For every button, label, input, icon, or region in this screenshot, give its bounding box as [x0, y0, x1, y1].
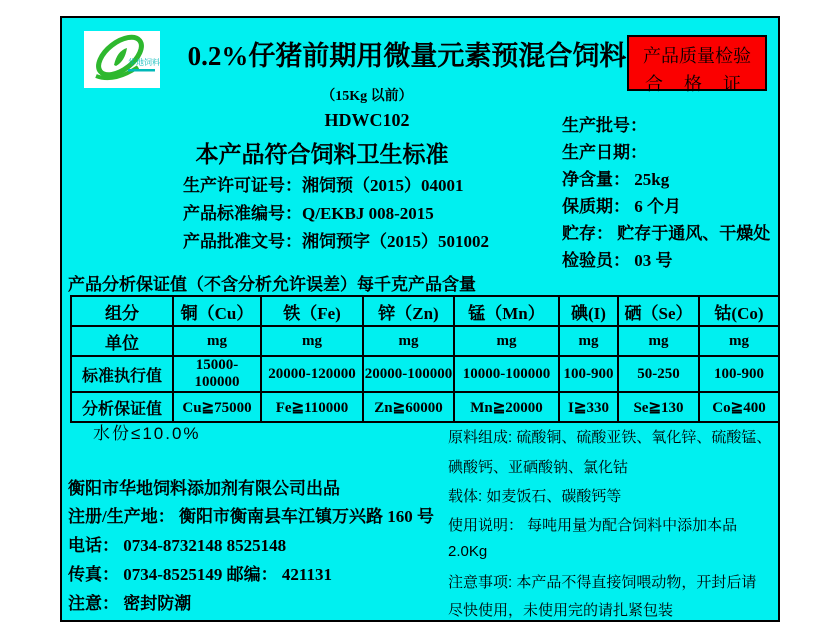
row-label-cell: 单位: [71, 326, 173, 356]
unit-cell: mg: [261, 326, 363, 356]
ingredients-line: 碘酸钙、亚硒酸钠、氯化钴: [448, 459, 629, 476]
value-cell: 50-250: [618, 356, 699, 392]
warning-line: 注意事项: 本产品不得直接饲喂动物，开封后请: [448, 574, 757, 591]
moisture-line: 水份≤10.0%: [93, 424, 201, 443]
license-line: 产品标准编号：Q/EKBJ 008-2015: [183, 204, 434, 223]
table-guarantee-row: [71, 392, 779, 422]
ingredients-line: 原料组成: 硫酸铜、硫酸亚铁、氧化锌、硫酸锰、: [448, 429, 772, 446]
value-cell: I≧330: [559, 392, 618, 422]
unit-cell: mg: [454, 326, 559, 356]
header-cell: 铜（Cu）: [173, 296, 261, 326]
feed-label: [60, 16, 780, 622]
product-title: 0.2%仔猪前期用微量元素预混合饲料: [187, 41, 627, 71]
fax-postcode-line: 传真： 0734-8525149 邮编： 421131: [68, 565, 332, 584]
header-cell: 硒（Se）: [618, 296, 699, 326]
header-cell: 钴(Co): [699, 296, 779, 326]
value-cell: Mn≧20000: [454, 392, 559, 422]
caution-line: 注意： 密封防潮: [68, 594, 192, 613]
address-line: 注册/生产地： 衡阳市衡南县车江镇万兴路 160 号: [68, 507, 434, 526]
phone-line: 电话： 0734-8732148 8525148: [68, 536, 287, 555]
header-cell: 碘(I): [559, 296, 618, 326]
value-cell: 100-900: [559, 356, 618, 392]
value-cell: 100-900: [699, 356, 779, 392]
value-cell: Zn≧60000: [363, 392, 454, 422]
usage-line: 使用说明： 每吨用量为配合饲料中添加本品: [448, 517, 738, 534]
license-line: 生产许可证号：湘饲预（2015）04001: [183, 176, 464, 195]
unit-cell: mg: [173, 326, 261, 356]
hygiene-standard-line: 本产品符合饲料卫生标准: [195, 142, 449, 167]
table-unit-row: [71, 326, 779, 356]
logo-swoosh-icon: [84, 31, 160, 88]
company-line: 衡阳市华地饲料添加剂有限公司出品: [68, 479, 340, 498]
production-info-line: 贮存： 贮存于通风、干燥处: [562, 224, 771, 243]
quality-cert-stamp: [627, 35, 767, 94]
header-cell: 组分: [71, 296, 173, 326]
value-cell: Co≧400: [699, 392, 779, 422]
value-cell: 20000-120000: [261, 356, 363, 392]
production-info-line: 净含量： 25kg: [562, 170, 670, 189]
usage-line: 2.0Kg: [448, 543, 488, 560]
value-cell: Fe≧110000: [261, 392, 363, 422]
value-cell: 20000-100000: [363, 356, 454, 392]
value-cell: Cu≧75000: [173, 392, 261, 422]
row-label-cell: 分析保证值: [71, 392, 173, 422]
production-info-line: 生产日期：: [562, 143, 647, 162]
warning-line: 尽快使用，未使用完的请扎紧包装: [448, 602, 674, 619]
value-cell: 10000-100000: [454, 356, 559, 392]
carrier-line: 载体: 如麦饭石、碳酸钙等: [448, 488, 622, 505]
license-line: 产品批准文号：湘饲预字（2015）501002: [183, 232, 489, 251]
cert-stamp-line1: 产品质量检验: [643, 46, 751, 66]
production-info-line: 保质期： 6 个月: [562, 197, 681, 216]
unit-cell: mg: [699, 326, 779, 356]
value-cell: 15000-100000: [173, 356, 261, 392]
analysis-table: [70, 295, 780, 423]
unit-cell: mg: [618, 326, 699, 356]
row-label-cell: 标准执行值: [71, 356, 173, 392]
analysis-table-title: 产品分析保证值（不含分析允许误差）每千克产品含量: [68, 275, 476, 294]
model-code: HDWC102: [324, 110, 410, 130]
company-logo: [84, 31, 160, 88]
header-cell: 锌（Zn): [363, 296, 454, 326]
production-info-line: 生产批号：: [562, 116, 647, 135]
cert-stamp-line2: 合 格 证: [644, 74, 749, 94]
weight-range-subtitle: （15Kg 以前）: [321, 89, 413, 104]
header-cell: 铁（Fe): [261, 296, 363, 326]
unit-cell: mg: [363, 326, 454, 356]
unit-cell: mg: [559, 326, 618, 356]
header-cell: 锰（Mn）: [454, 296, 559, 326]
production-info-line: 检验员： 03 号: [562, 251, 673, 270]
value-cell: Se≧130: [618, 392, 699, 422]
table-standard-row: [71, 356, 779, 392]
logo-text: 华地饲料: [128, 58, 160, 67]
table-header-row: [71, 296, 779, 326]
